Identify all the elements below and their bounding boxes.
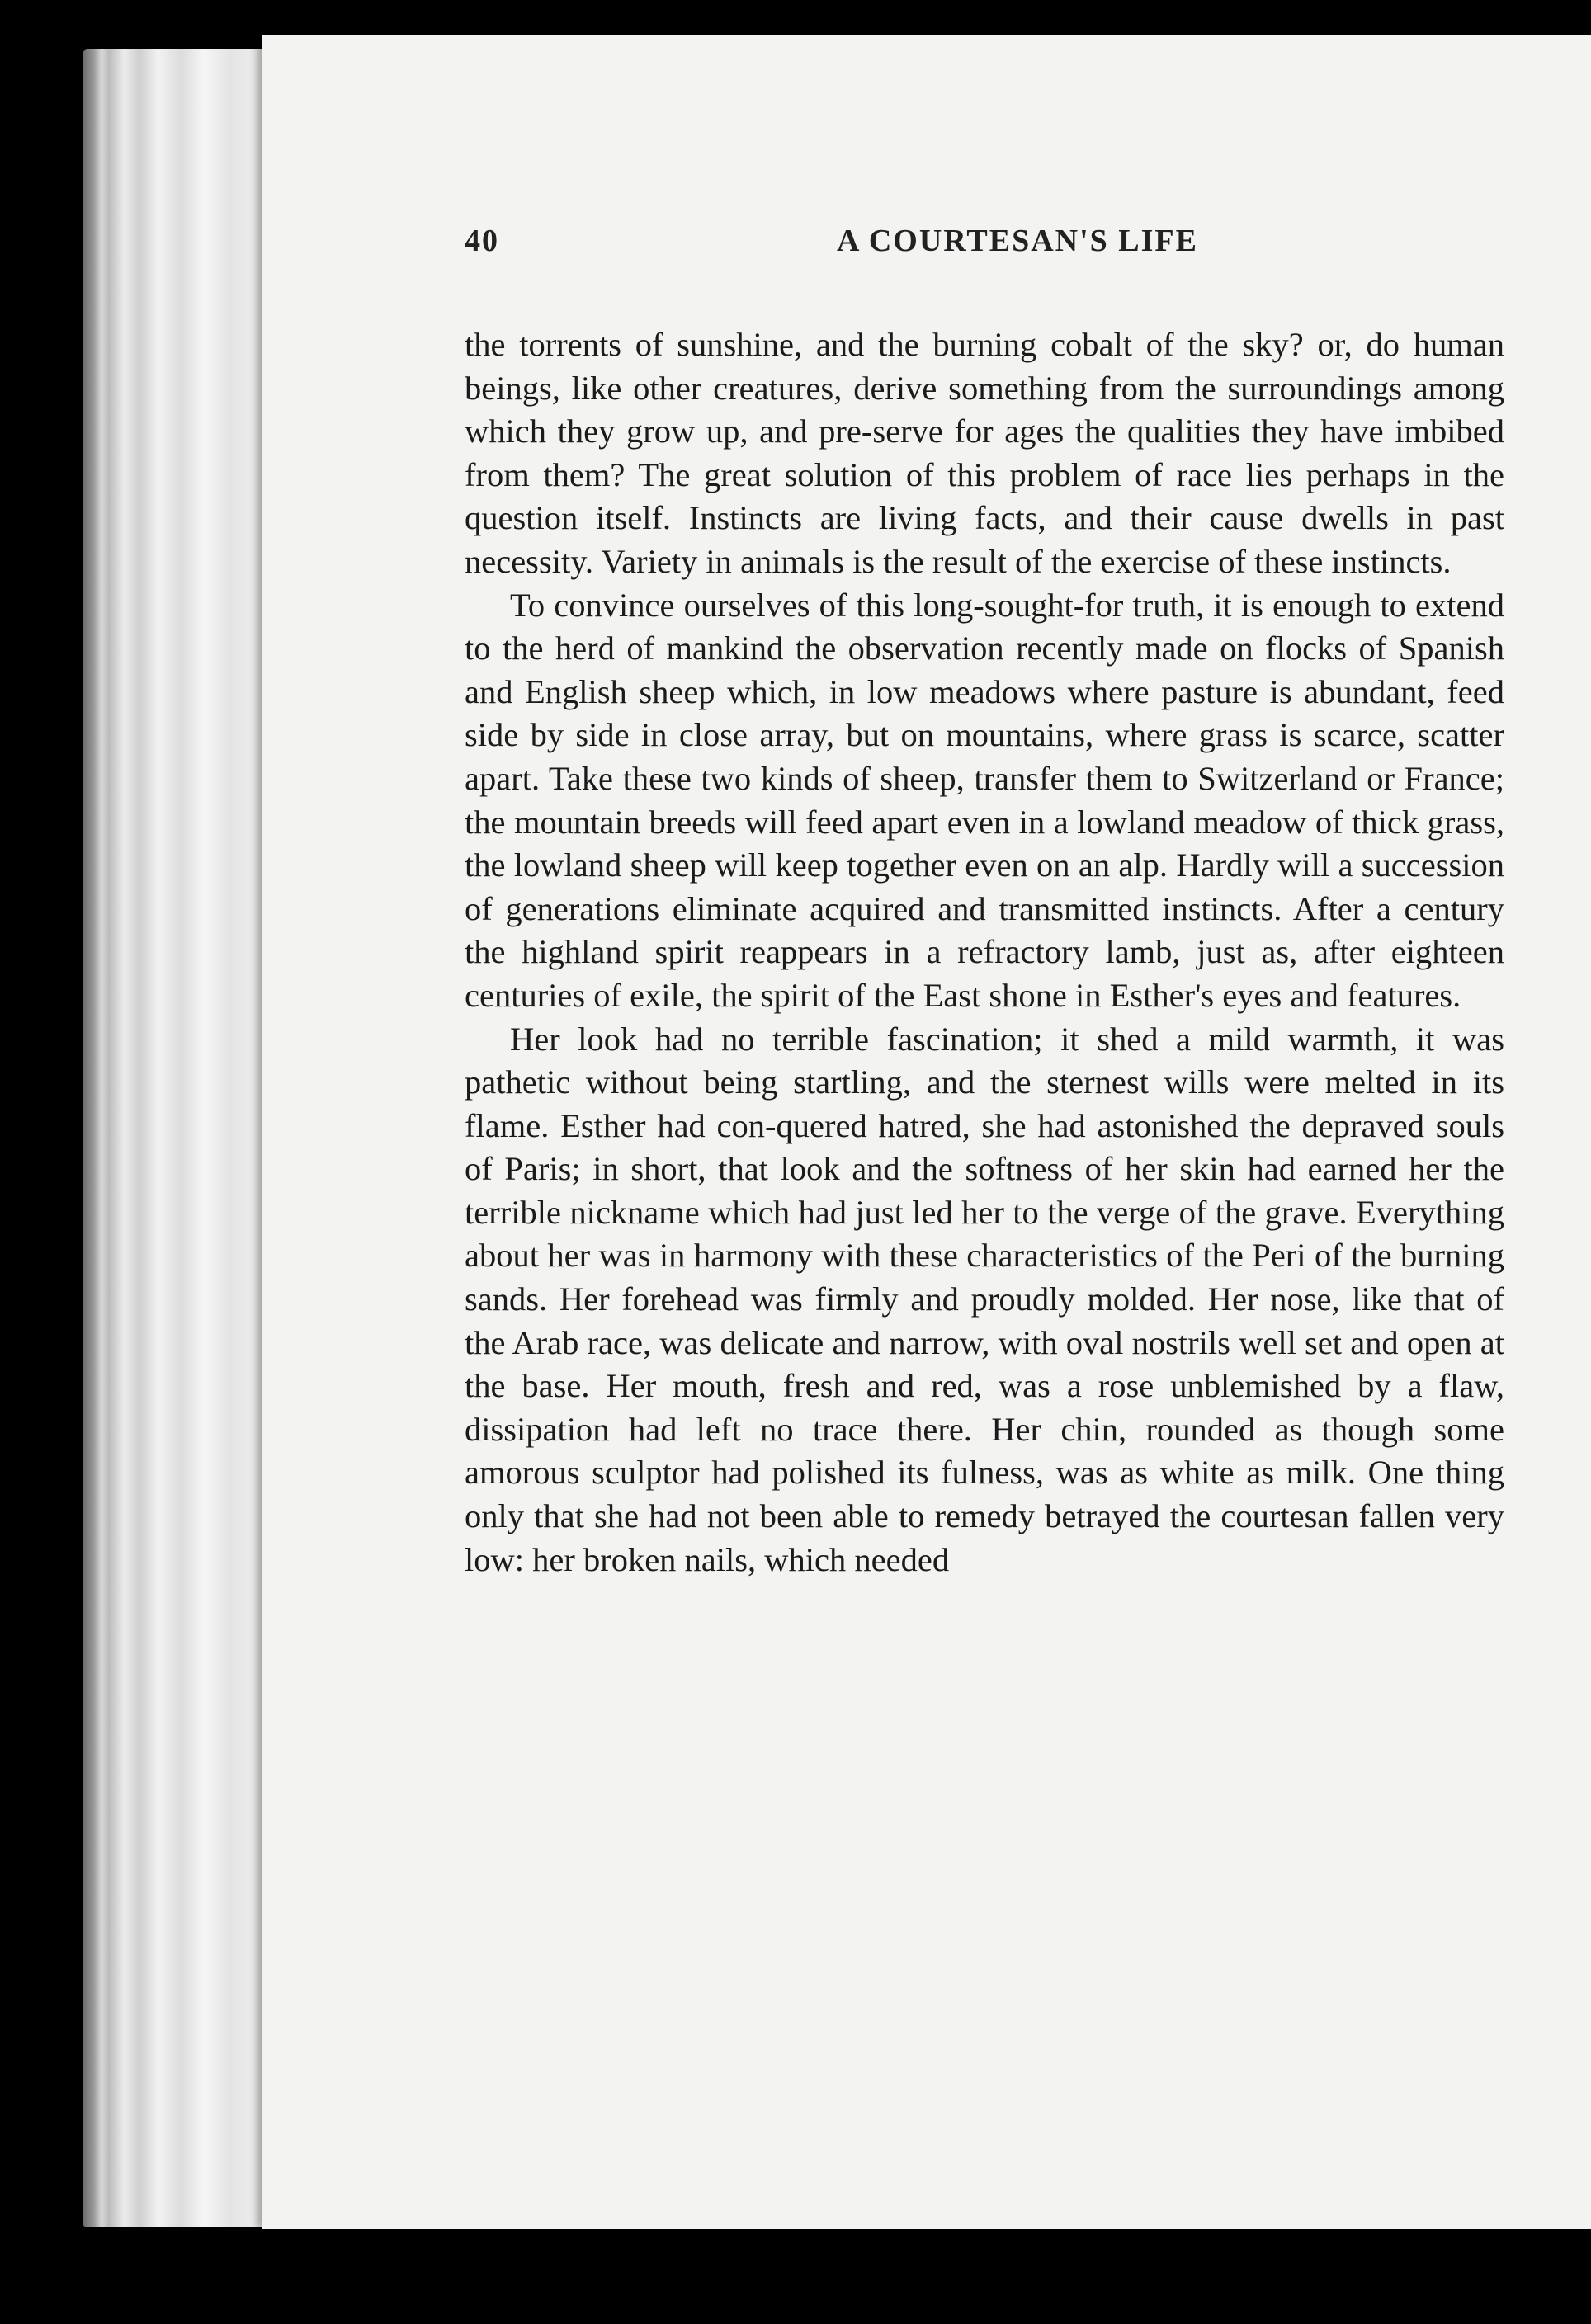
page-number: 40 xyxy=(465,224,499,258)
page-sheet xyxy=(262,35,1591,2229)
body-text xyxy=(465,323,1504,1582)
paragraph-esther-look: Her look had no terrible fascination; it shed a mild warmth, it was pathetic without being startling, and the sternest wills were melted in its flame. Esther had con-quered hatred, she had astonished the depraved souls of Paris; in short, that look and the softness of her skin had earned her the terrible nickname which had just led her to the verge of the grave. Everything about her was in harmony with these characteristics of the Peri of the burning sands. Her forehead was firmly and proudly molded. Her nose, like that of the Arab race, was delicate and narrow, with oval nostrils well set and open at the base. Her mouth, fresh and red, was a rose unblemished by a flaw, dissipation had left no trace there. Her chin, rounded as though some amorous sculptor had polished its fulness, was as white as milk. One thing only that she had not been able to remedy betrayed the courtesan fallen very low: her broken nails, which needed xyxy=(465,1020,1504,1578)
book-page-edges xyxy=(83,49,272,2227)
page-header xyxy=(465,223,1591,272)
paragraph-continued: the torrents of sunshine, and the burning cobalt of the sky? or, do human beings, like other creatures, derive something from the surroundings among which they grow up, and pre-serve for ages the qualities they have imbibed from them? The great solution of this problem of race lies perhaps in the question itself. Instincts are living facts, and their cause dwells in past necessity. Variety in animals is the result of the exercise of these instincts. xyxy=(465,326,1504,580)
paragraph-sheep: To convince ourselves of this long-sought-for truth, it is enough to extend to the herd of mankind the observation recently made on flocks of Spanish and English sheep which, in low meadows where pasture is abundant, feed side by side in close array, but on mountains, where grass is scarce, scatter apart. Take these two kinds of sheep, transfer them to Switzerland or France; the mountain breeds will feed apart even in a lowland meadow of thick grass, the lowland sheep will keep together even on an alp. Hardly will a succession of generations eliminate acquired and transmitted instincts. After a century the highland spirit reappears in a refractory lamb, just as, after eighteen centuries of exile, the spirit of the East shone in Esther's eyes and features. xyxy=(465,586,1504,1014)
running-head: A COURTESAN'S LIFE xyxy=(837,224,1198,258)
